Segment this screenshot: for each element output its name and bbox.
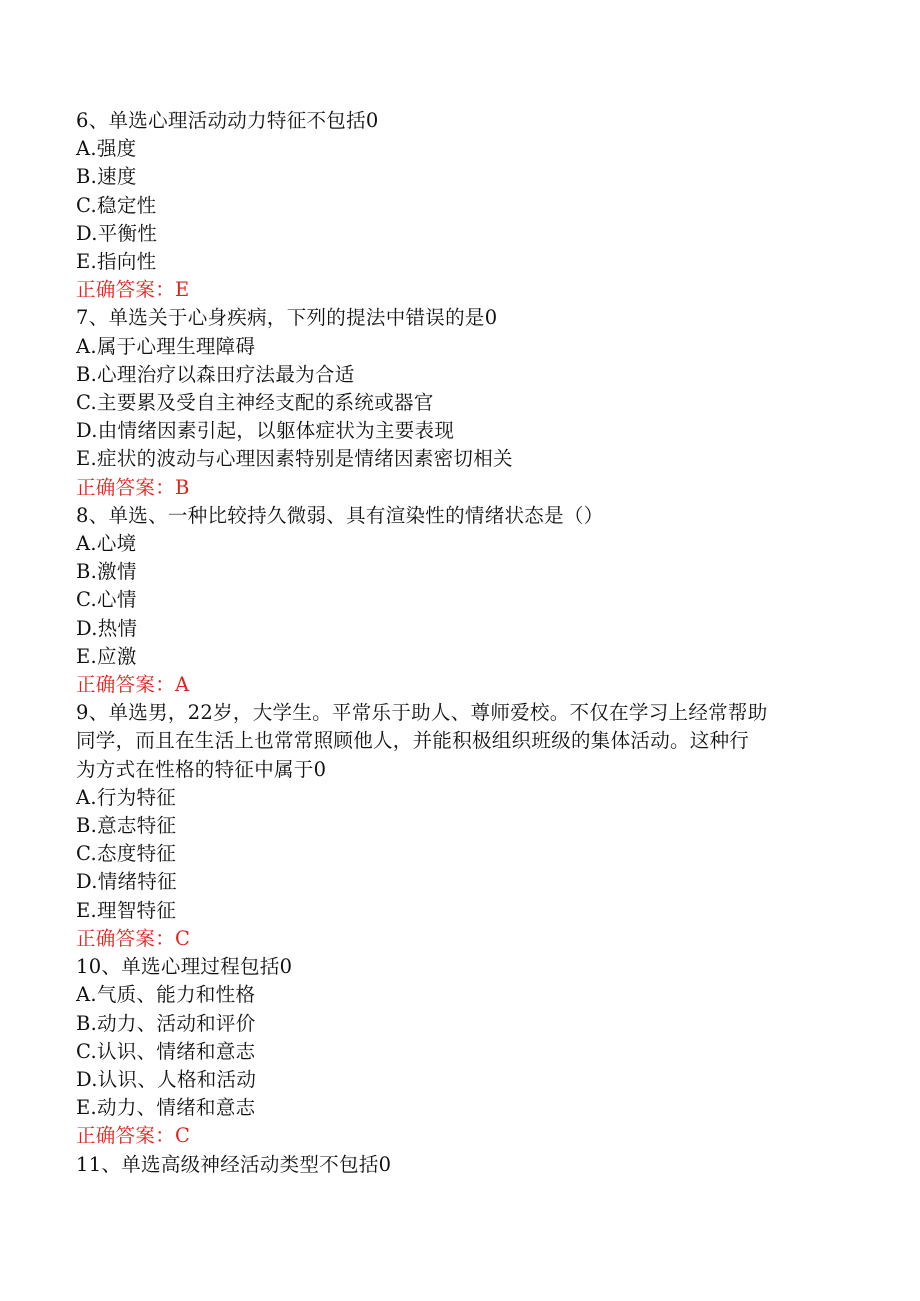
answer-value: E	[175, 278, 190, 302]
option-d: D.认识、人格和活动	[76, 1067, 257, 1091]
question-title-line-1: 9、单选男，22岁，大学生。平常乐于助人、尊师爱校。不仅在学习上经常帮助	[76, 701, 768, 725]
option-d: D.由情绪因素引起，以躯体症状为主要表现	[76, 419, 455, 443]
question-9	[76, 699, 856, 953]
option-a: A.气质、能力和性格	[76, 983, 256, 1007]
correct-answer	[76, 671, 856, 699]
option-d: D.热情	[76, 616, 138, 640]
option-e: E.理智特征	[76, 898, 177, 922]
question-8	[76, 502, 856, 699]
answer-label: 正确答案：	[76, 673, 176, 697]
correct-answer	[76, 276, 856, 304]
question-6	[76, 107, 856, 304]
question-title: 11、单选高级神经活动类型不包括0	[76, 1152, 392, 1176]
question-title-line-3: 为方式在性格的特征中属于0	[76, 757, 327, 781]
correct-answer	[76, 1122, 856, 1150]
option-c: C.态度特征	[76, 842, 177, 866]
option-d: D.情绪特征	[76, 870, 177, 894]
option-c: C.主要累及受自主神经支配的系统或器官	[76, 391, 434, 415]
option-b: B.速度	[76, 165, 137, 189]
answer-value: A	[175, 673, 190, 697]
option-a: A.行为特征	[76, 785, 177, 809]
answer-label: 正确答案：	[76, 278, 176, 302]
question-10	[76, 953, 856, 1150]
answer-label: 正确答案：	[76, 475, 176, 499]
option-e: E.症状的波动与心理因素特别是情绪因素密切相关	[76, 447, 513, 471]
document-page	[76, 107, 856, 1179]
option-c: C.认识、情绪和意志	[76, 1039, 256, 1063]
option-a: A.心境	[76, 532, 137, 556]
question-title: 6、单选心理活动动力特征不包括0	[76, 109, 379, 132]
option-d: D.平衡性	[76, 221, 158, 245]
question-title-line-2: 同学，而且在生活上也常常照顾他人，并能积极组织班级的集体活动。这种行	[76, 729, 750, 753]
option-e: E.动力、情绪和意志	[76, 1096, 256, 1120]
correct-answer	[76, 474, 856, 502]
question-title: 7、单选关于心身疾病，下列的提法中错误的是0	[76, 306, 498, 330]
option-a: A.强度	[76, 137, 137, 161]
answer-label: 正确答案：	[76, 1124, 176, 1148]
option-b: B.意志特征	[76, 814, 177, 838]
option-b: B.心理治疗以森田疗法最为合适	[76, 362, 355, 386]
answer-value: C	[175, 1124, 191, 1148]
answer-value: C	[175, 926, 191, 950]
option-e: E.指向性	[76, 250, 157, 274]
option-b: B.激情	[76, 560, 137, 584]
option-a: A.属于心理生理障碍	[76, 334, 256, 358]
answer-value: B	[175, 475, 190, 499]
option-e: E.应激	[76, 644, 137, 668]
question-title: 8、单选、一种比较持久微弱、具有渲染性的情绪状态是（）	[76, 503, 604, 527]
question-11	[76, 1151, 856, 1179]
option-b: B.动力、活动和评价	[76, 1011, 256, 1035]
question-title: 10、单选心理过程包括0	[76, 955, 293, 979]
correct-answer	[76, 925, 856, 953]
question-7	[76, 304, 856, 501]
answer-label: 正确答案：	[76, 926, 176, 950]
option-c: C.心情	[76, 588, 137, 612]
option-c: C.稳定性	[76, 193, 157, 217]
